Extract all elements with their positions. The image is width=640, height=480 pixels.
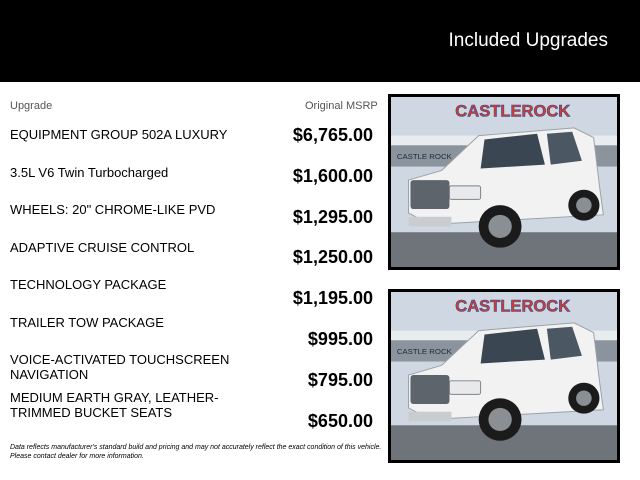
upgrade-prices-list xyxy=(272,124,373,450)
truck-photo-illustration xyxy=(391,97,617,267)
upgrade-name: VOICE-ACTIVATED TOUCHSCREEN NAVIGATION xyxy=(10,352,230,382)
upgrade-price: $995.00 xyxy=(307,328,373,349)
upgrade-name: 3.5L V6 Twin Turbocharged xyxy=(10,164,169,180)
upgrade-column-header: Upgrade xyxy=(10,100,53,112)
upgrade-name: TECHNOLOGY PACKAGE xyxy=(10,277,167,292)
upgrade-price: $1,195.00 xyxy=(292,288,373,309)
upgrade-name: ADAPTIVE CRUISE CONTROL xyxy=(10,239,195,255)
upgrade-price: $6,765.00 xyxy=(292,125,373,145)
upgrade-price: $650.00 xyxy=(307,410,373,431)
disclaimer-text: Data reflects manufacturer's standard build and pricing and may not accurately reflect the exact condition of this vehicle. Please contact dealer for more information. xyxy=(10,444,382,460)
upgrade-price: $795.00 xyxy=(307,369,373,390)
upgrade-price: $1,295.00 xyxy=(292,206,373,227)
upgrade-name: WHEELS: 20" CHROME-LIKE PVD xyxy=(10,202,216,217)
vehicle-photo xyxy=(388,94,620,270)
upgrade-names-list xyxy=(10,127,250,427)
upgrade-name: TRAILER TOW PACKAGE xyxy=(10,314,164,330)
dealer-logo-text: CASTLEROCK xyxy=(455,297,571,316)
dealer-logo-text: CASTLEROCK xyxy=(455,102,571,121)
upgrade-name: MEDIUM EARTH GRAY, LEATHER-TRIMMED BUCKET SEATS xyxy=(10,389,219,420)
msrp-column-header: Original MSRP xyxy=(305,100,378,112)
dealer-sign-text: CASTLE ROCK xyxy=(396,151,452,161)
header-bar xyxy=(0,0,640,82)
upgrade-name: EQUIPMENT GROUP 502A LUXURY xyxy=(10,127,228,142)
truck-photo-illustration xyxy=(391,292,617,460)
upgrade-price: $1,600.00 xyxy=(292,165,373,186)
dealer-sign-text: CASTLE ROCK xyxy=(396,346,452,356)
upgrade-price: $1,250.00 xyxy=(292,247,373,268)
page-title: Included Upgrades xyxy=(448,30,608,51)
vehicle-photo xyxy=(388,289,620,463)
